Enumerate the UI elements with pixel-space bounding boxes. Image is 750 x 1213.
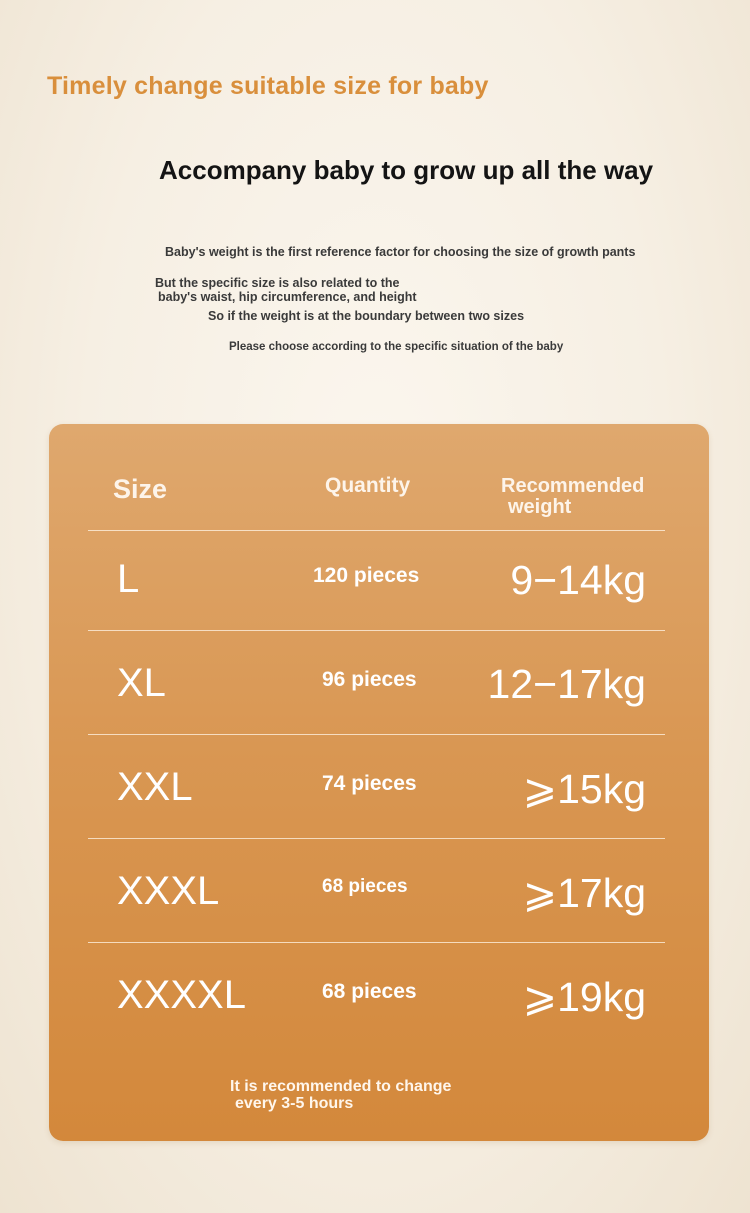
row-size: XXXXL — [117, 973, 246, 1017]
note-size-factors-line1: But the specific size is also related to the — [155, 276, 400, 290]
row-weight: ⩾15kg — [522, 766, 646, 812]
size-chart-card — [49, 424, 709, 1141]
row-weight: 12−17kg — [487, 661, 646, 707]
change-recommendation-line1: It is recommended to change — [230, 1078, 452, 1095]
row-size: XXXL — [117, 869, 220, 913]
divider — [88, 630, 665, 631]
headline: Timely change suitable size for baby — [47, 72, 489, 100]
row-quantity: 120 pieces — [313, 564, 420, 587]
row-quantity: 68 pieces — [322, 980, 417, 1003]
note-boundary: So if the weight is at the boundary between two sizes — [208, 309, 525, 323]
subheadline: Accompany baby to grow up all the way — [159, 155, 654, 185]
row-size: XXL — [117, 765, 193, 809]
row-weight: 9−14kg — [510, 557, 646, 603]
note-size-factors — [155, 276, 417, 304]
divider — [88, 838, 665, 839]
change-recommendation-line2: every 3-5 hours — [235, 1095, 354, 1112]
note-weight-reference: Baby's weight is the first reference factor for choosing the size of growth pants — [165, 245, 636, 259]
header-weight-line1: Recommended — [501, 475, 645, 497]
divider — [88, 734, 665, 735]
row-quantity: 74 pieces — [322, 772, 417, 795]
divider — [88, 530, 665, 531]
row-size: XL — [117, 661, 166, 705]
row-quantity: 96 pieces — [322, 668, 417, 691]
row-weight: ⩾19kg — [522, 974, 646, 1020]
divider — [88, 942, 665, 943]
row-quantity: 68 pieces — [322, 876, 408, 897]
header-size: Size — [113, 474, 168, 504]
row-size: L — [117, 557, 140, 601]
note-choose: Please choose according to the specific situation of the baby — [229, 341, 564, 353]
header-quantity: Quantity — [325, 474, 411, 497]
header-recommended-weight — [501, 476, 644, 518]
header-weight-line2: weight — [508, 496, 572, 518]
change-recommendation — [230, 1078, 451, 1112]
note-size-factors-line2: baby's waist, hip circumference, and height — [158, 290, 417, 304]
row-weight: ⩾17kg — [522, 870, 646, 916]
